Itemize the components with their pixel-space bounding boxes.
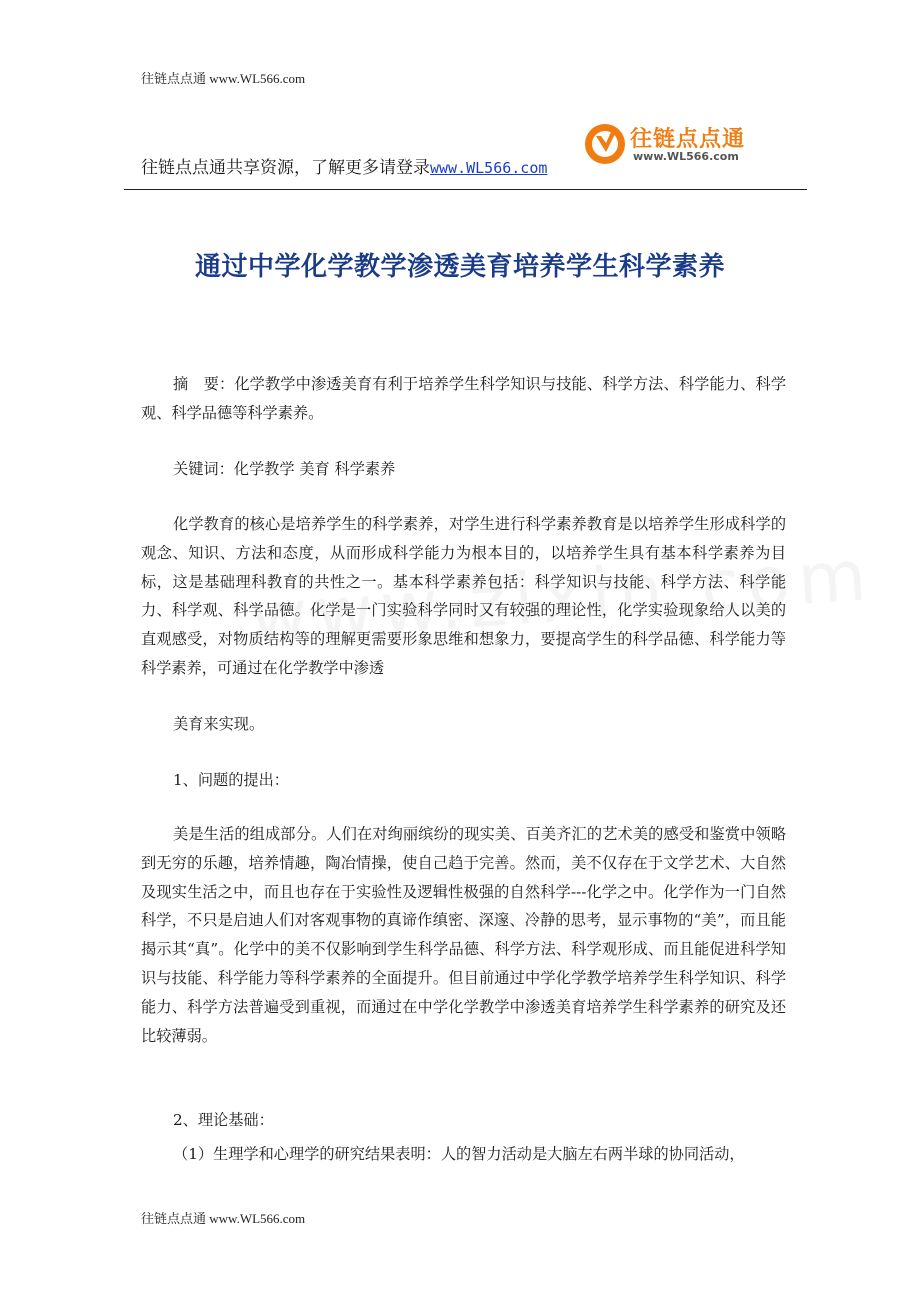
- problem-paragraph: 美是生活的组成部分。人们在对绚丽缤纷的现实美、百美齐汇的艺术美的感受和鉴赏中领略到无穷的乐趣，培养情趣，陶冶情操，使自己趋于完善。然而，美不仅存在于文学艺术、大自然及现实生活之中，而且也存在于实验性及逻辑性极强的自然科学---化学之中。化学作为一门自然科学，不只是启迪人们对客观事物的真谛作缜密、深邃、冷静的思考，显示事物的“美”，而且能揭示其“真”。化学中的美不仅影响到学生科学品德、科学方法、科学观形成、而且能促进科学知识与技能、科学能力等科学素养的全面提升。但目前通过中学化学教学培养学生科学知识、科学能力、科学方法普遍受到重视，而通过在中学化学教学中渗透美育培养学生科学素养的研究及还比较薄弱。: [141, 825, 786, 1045]
- share-text: 往链点点通共享资源，了解更多请登录: [141, 158, 430, 178]
- logo-url: www.WL566.com: [633, 150, 739, 163]
- intro-paragraph: 化学教育的核心是培养学生的科学素养，对学生进行科学素养教育是以培养学生形成科学的观念、知识、方法和态度，从而形成科学能力为根本目的，以培养学生具有基本科学素养为目标，这是基础理科教育的共性之一。基本科学素养包括：科学知识与技能、科学方法、科学能力、科学观、科学品德。化学是一门实验科学同时又有较强的理论性，化学实验现象给人以美的直观感受，对物质结构等的理解更需要形象思维和想象力，要提高学生的科学品德、科学能力等科学素养，可通过在化学教学中渗透: [141, 515, 786, 677]
- theory-paragraph: （1）生理学和心理学的研究结果表明：人的智力活动是大脑左右两半球的协同活动，: [173, 1145, 745, 1163]
- share-resource-line: [141, 153, 547, 178]
- logo-text: 往链点点通: [630, 127, 746, 152]
- abstract-paragraph: 摘 要：化学教学中渗透美育有利于培养学生科学知识与技能、科学方法、科学能力、科学观、科学品德等科学素养。: [141, 375, 786, 422]
- top-site-note: 往链点点通 www.WL566.com: [141, 71, 306, 86]
- intro-paragraph-continued: 美育来实现。: [173, 715, 265, 733]
- document-title: 通过中学化学教学渗透美育培养学生科学素养: [194, 252, 725, 282]
- site-logo[interactable]: [583, 120, 746, 170]
- section-heading-1: 1、问题的提出：: [173, 771, 289, 789]
- bottom-site-note: 往链点点通 www.WL566.com: [141, 1211, 306, 1226]
- keywords-paragraph: 关键词：化学教学 美育 科学素养: [173, 460, 396, 478]
- section-heading-2: 2、理论基础：: [173, 1111, 274, 1129]
- logo-emblem-icon: [583, 122, 627, 166]
- header-divider: [124, 189, 807, 190]
- share-link[interactable]: www.WL566.com: [430, 159, 548, 177]
